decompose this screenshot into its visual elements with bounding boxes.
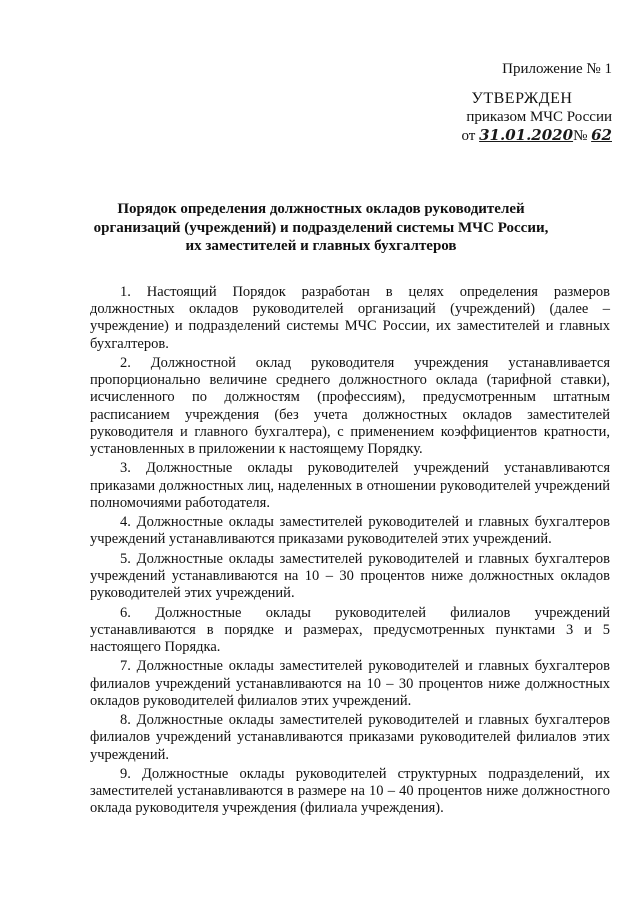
approval-block — [432, 60, 612, 145]
paragraph-7: 7. Должностные оклады заместителей руководителей и главных бухгалтеров филиалов учреждений устанавливаются на 10 – 30 процентов ниже должностных окладов руководителей филиалов этих учреждений. — [90, 658, 610, 709]
handwritten-number: 62 — [591, 126, 612, 144]
approved-stamp-text: УТВЕРЖДЕН — [471, 90, 573, 107]
appendix-number: Приложение № 1 — [502, 61, 612, 77]
paragraph-2: 2. Должностной оклад руководителя учреждения устанавливается пропорционально величине среднего должностного оклада (тарифной ставки), исчисленного по должностям (профессиям), предусмотренным штатным расписанием учреждения (без учета должностных окладов заместителей руководителя и главного бухгалтера), с применением коэффициентов кратности, установленных в приложении к настоящему Порядку. — [90, 355, 610, 458]
paragraph-5: 5. Должностные оклады заместителей руководителей и главных бухгалтеров учреждений устанавливаются на 10 – 30 процентов ниже должностных окладов руководителей этих учреждений. — [90, 550, 610, 602]
paragraph-4: 4. Должностные оклады заместителей руководителей и главных бухгалтеров учреждений устанавливаются приказами руководителей этих учреждений. — [90, 514, 610, 548]
document-title: Порядок определения должностных окладов руководителей организаций (учреждений) и подразделений системы МЧС России, их заместителей и главных бухгалтеров — [93, 201, 549, 254]
paragraph-6: 6. Должностные оклады руководителей филиалов учреждений устанавливаются в порядке и размерах, предусмотренных пунктами 3 и 5 настоящего Порядка. — [90, 604, 610, 655]
handwritten-date: 31.01.2020 — [479, 126, 574, 144]
paragraph-9: 9. Должностные оклады руководителей структурных подразделений, их заместителей устанавливаются в размере на 10 – 40 процентов ниже должностного оклада руководителя учреждения (филиала учреждения). — [90, 765, 610, 817]
paragraph-3: 3. Должностные оклады руководителей учреждений устанавливаются приказами должностных лиц, наделенных в отношении руководителей учреждений полномочиями работодателя. — [90, 460, 610, 511]
paragraph-8: 8. Должностные оклады заместителей руководителей и главных бухгалтеров филиалов учреждений устанавливаются приказами руководителей филиалов этих учреждений. — [90, 712, 610, 763]
order-date-line — [432, 126, 612, 145]
paragraph-1: 1. Настоящий Порядок разработан в целях определения размеров должностных окладов руководителей организаций (учреждений) (далее – учреждение) и подразделений системы МЧС России, их заместителей и главных бухгалтеров. — [90, 284, 610, 352]
date-prefix: от — [461, 128, 476, 144]
number-prefix: № — [573, 128, 588, 144]
document-body — [90, 284, 610, 820]
order-by: приказом МЧС России — [466, 109, 612, 125]
